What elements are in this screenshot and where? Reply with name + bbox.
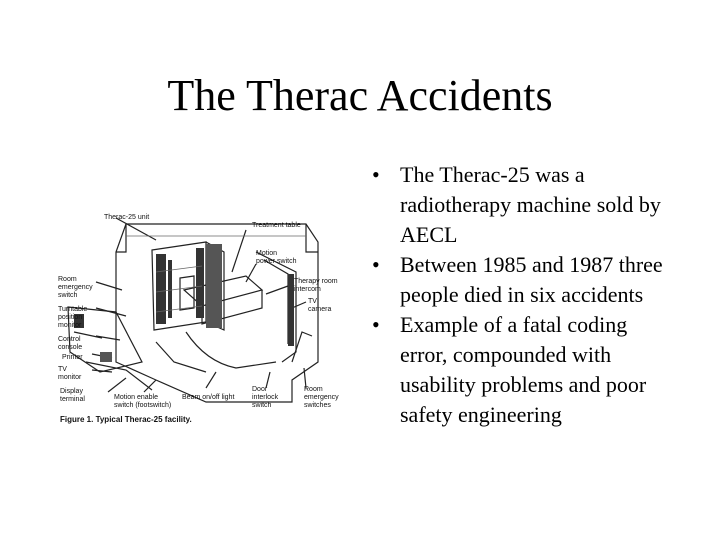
label-printer: Printer <box>62 354 83 361</box>
label-tv-monitor: TV monitor <box>58 366 82 381</box>
label-motion-enable-switch: Motion enable switch (footswitch) <box>114 394 172 409</box>
bullet-list <box>368 160 668 430</box>
label-room-emergency-switches: Room emergency switches <box>304 386 339 409</box>
label-therac-unit: Therac-25 unit <box>104 214 150 221</box>
label-turntable-position-monitor: Turntable position monitor <box>58 306 88 329</box>
bullet-item <box>368 250 668 310</box>
label-tv-camera: TV camera <box>308 298 332 313</box>
therac-facility-diagram <box>56 212 356 432</box>
figure-caption: Figure 1. Typical Therac-25 facility. <box>60 415 192 424</box>
bullet-item <box>368 310 668 430</box>
bullet-marker: • <box>372 162 380 187</box>
label-beam-light: Beam on/off light <box>182 394 235 401</box>
bullet-marker: • <box>372 252 380 277</box>
bullet-text: The Therac-25 was a radiotherapy machine sold by AECL <box>400 162 661 247</box>
label-room-emergency-switch: Room emergency switch <box>58 276 93 299</box>
label-door-interlock-switch: Door interlock switch <box>252 386 279 409</box>
label-motion-power-switch: Motion power switch <box>256 250 297 265</box>
bullet-text: Example of a fatal coding error, compounded with usability problems and poor safety engineering <box>400 312 647 427</box>
bullet-item <box>368 160 668 250</box>
label-control-console: Control console <box>58 336 83 351</box>
bullet-text: Between 1985 and 1987 three people died in six accidents <box>400 252 663 307</box>
label-display-terminal: Display terminal <box>60 388 85 403</box>
label-therapy-room-intercom: Therapy room intercom <box>294 278 338 293</box>
slide-title: The Therac Accidents <box>167 71 553 120</box>
bullet-marker: • <box>372 312 380 337</box>
label-treatment-table: Treatment table <box>252 222 301 229</box>
